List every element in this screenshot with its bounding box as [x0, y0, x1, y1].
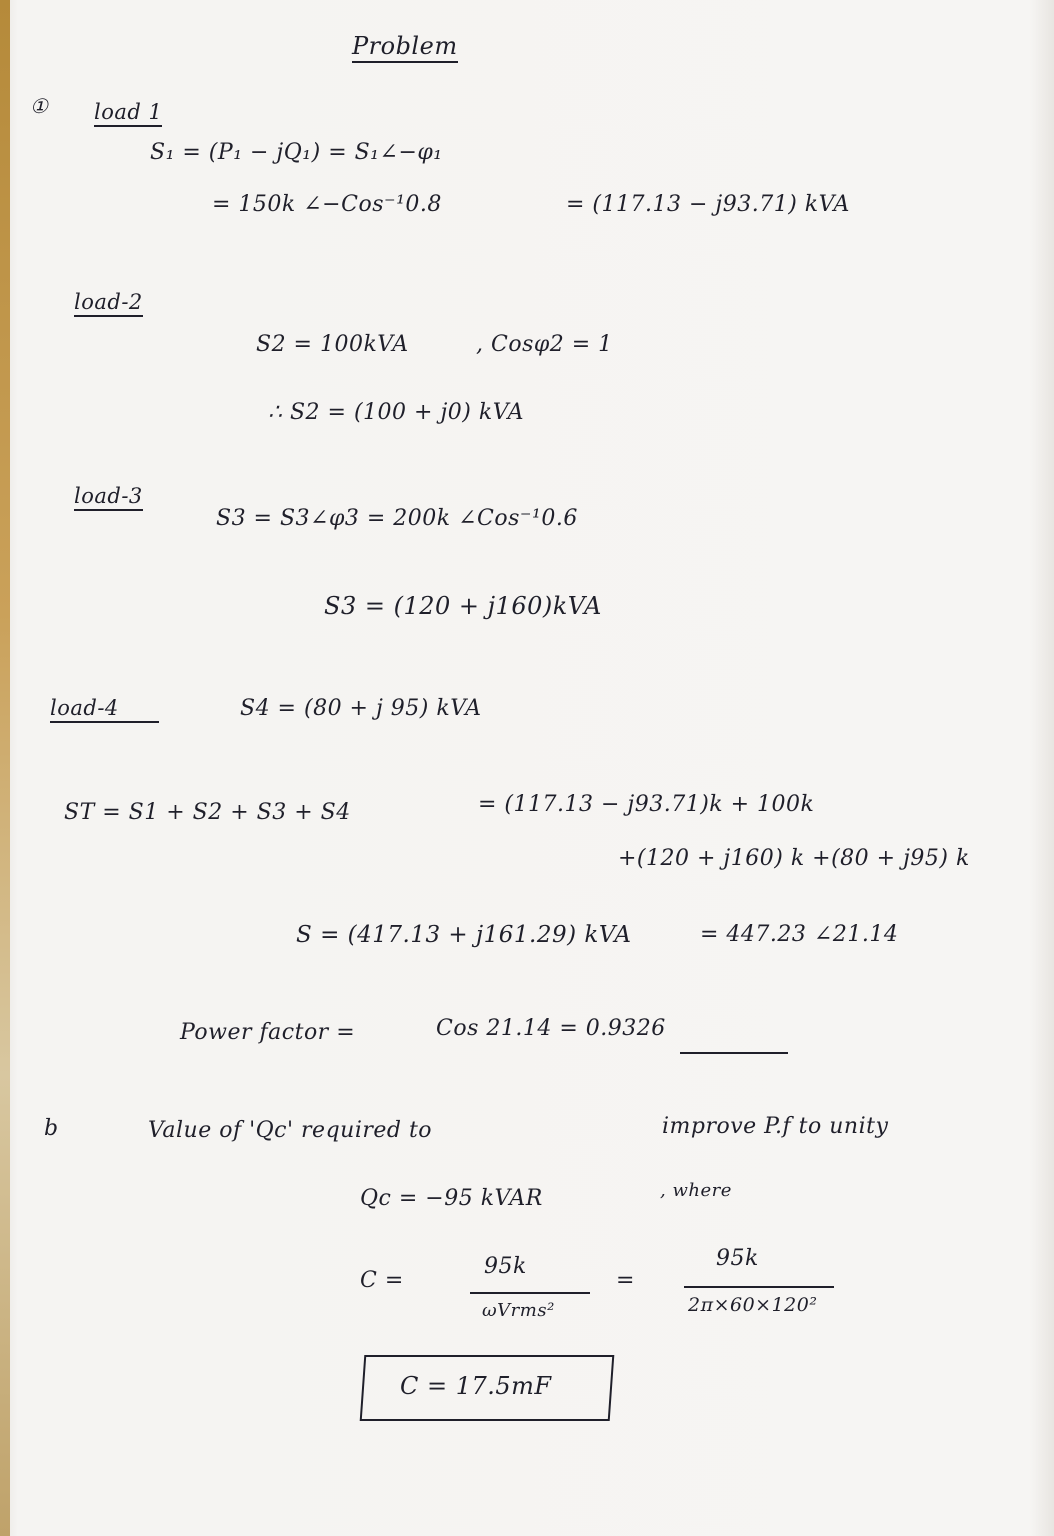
- qc-equation: Qc = −95 kVAR: [360, 1186, 543, 1211]
- load2-equation-2: ∴ S2 = (100 + j0) kVA: [268, 400, 524, 425]
- load3-equation-2: S3 = (120 + j160)kVA: [324, 592, 602, 620]
- capacitance-fraction-bar-2: [684, 1286, 834, 1288]
- page-title: Problem: [352, 32, 458, 63]
- capacitance-numerator-2: 95k: [716, 1246, 759, 1271]
- power-factor-label: Power factor =: [180, 1020, 356, 1045]
- capacitance-denominator-1: ωVrms²: [482, 1300, 555, 1321]
- power-factor-equation: Cos 21.14 = 0.9326: [436, 1016, 666, 1041]
- capacitance-eq-left: C =: [360, 1268, 404, 1293]
- load1-equation-2: = 150k ∠−Cos⁻¹0.8: [212, 192, 442, 217]
- load1-equation-1: S₁ = (P₁ − jQ₁) = S₁∠−φ₁: [150, 140, 443, 165]
- qc-where: , where: [660, 1180, 732, 1201]
- part-b-text-1: Value of 'Qc' required to: [148, 1118, 433, 1143]
- power-factor-underline: [680, 1052, 788, 1054]
- total-equation-1-sum: = (117.13 − j93.71)k + 100k: [478, 792, 815, 817]
- total-equation-1: ST = S1 + S2 + S3 + S4: [64, 800, 351, 825]
- final-answer: C = 17.5mF: [400, 1372, 552, 1400]
- paper-edge: [0, 0, 10, 1536]
- part-b-text-2: improve P.f to unity: [662, 1114, 889, 1139]
- capacitance-denominator-2: 2π×60×120²: [688, 1294, 818, 1316]
- load3-label: load-3: [74, 484, 143, 511]
- load4-equation: S4 = (80 + j 95) kVA: [240, 696, 482, 721]
- load3-equation-1: S3 = S3∠φ3 = 200k ∠Cos⁻¹0.6: [216, 506, 578, 531]
- capacitance-numerator-1: 95k: [484, 1254, 527, 1279]
- part-b-marker: b: [44, 1116, 59, 1141]
- load2-label: load-2: [74, 290, 143, 317]
- load2-equation-1-pf: , Cosφ2 = 1: [476, 332, 613, 357]
- load2-equation-1: S2 = 100kVA: [256, 332, 409, 357]
- load4-label: load-4: [50, 696, 159, 723]
- total-equation-1-sum-continued: +(120 + j160) k +(80 + j95) k: [618, 846, 970, 871]
- load1-label: load 1: [94, 100, 162, 127]
- capacitance-eq-mid: =: [616, 1268, 635, 1293]
- capacitance-fraction-bar-1: [470, 1292, 590, 1294]
- problem-number: ①: [30, 94, 49, 118]
- total-equation-2-polar: = 447.23 ∠21.14: [700, 922, 899, 947]
- load1-equation-2-result: = (117.13 − j93.71) kVA: [566, 192, 850, 217]
- total-equation-2: S = (417.13 + j161.29) kVA: [296, 922, 632, 948]
